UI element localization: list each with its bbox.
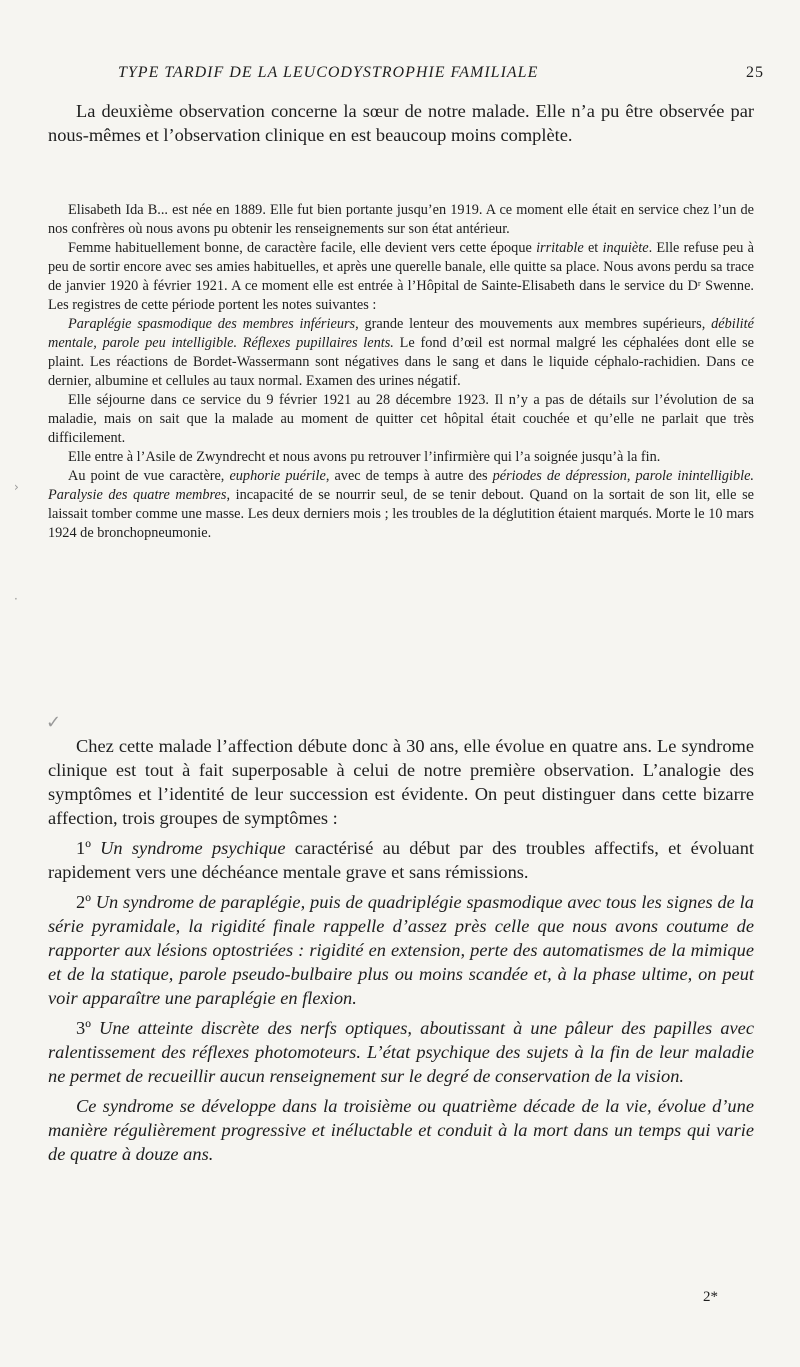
running-header (118, 64, 764, 82)
discussion-item-3: 3º Une atteinte discrète des nerfs optiques, aboutissant à une pâleur des papilles avec ralentissement des réflexes photomoteurs. L’état psychique des sujets à la fin de leur maladie ne permet de recueillir aucun renseignement sur le degré de conservation de la vision. (48, 1018, 754, 1086)
observation-paragraph-4: Elle séjourne dans ce service du 9 février 1921 au 28 décembre 1923. Il n’y a pas de détails sur l’évolution de sa maladie, mais on sait que la malade au moment de quitter cet hôpital était couchée et qu’elle ne parlait que très difficilement. (48, 392, 754, 446)
margin-tick-mark: › (14, 480, 19, 494)
observation-section (48, 201, 754, 543)
pencil-check-mark: ✓ (46, 712, 62, 733)
running-title: TYPE TARDIF DE LA LEUCODYSTROPHIE FAMILIALE (118, 64, 539, 81)
discussion-conclusion: Ce syndrome se développe dans la troisième ou quatrième décade de la vie, évolue d’une manière régulièrement progressive et inéluctable et conduit à la mort dans un temps qui varie de quatre à douze ans. (48, 1096, 754, 1164)
margin-tick-mark: · (14, 592, 18, 606)
intro-paragraph: La deuxième observation concerne la sœur de notre malade. Elle n’a pu être observée par nous-mêmes et l’observation clinique en est beaucoup moins complète. (48, 101, 754, 145)
discussion-section (48, 734, 754, 1172)
discussion-item-1: 1º Un syndrome psychique caractérisé au début par des troubles affectifs, et évoluant rapidement vers une déchéance mentale grave et sans rémissions. (48, 838, 754, 882)
observation-paragraph-3: Paraplégie spasmodique des membres inférieurs, grande lenteur des mouvements aux membres supérieurs, débilité mentale, parole peu intelligible. Réflexes pupillaires lents. Le fond d’œil est normal malgré les céphalées dont elle se plaint. Les réactions de Bordet-Wassermann sont négatives dans le sang et dans le liquide céphalo-rachidien. Dans ce dernier, albumine et cellules au taux normal. Examen des urines négatif. (48, 316, 754, 389)
intro-section (48, 99, 754, 147)
observation-paragraph-5: Elle entre à l’Asile de Zwyndrecht et nous avons pu retrouver l’infirmière qui l’a soignée jusqu’à la fin. (68, 449, 661, 465)
signature-mark: 2* (703, 1289, 718, 1305)
discussion-paragraph-1: Chez cette malade l’affection débute donc à 30 ans, elle évolue en quatre ans. Le syndrome clinique est tout à fait superposable à celui de notre première observation. L’analogie des symptômes et l’identité de leur succession est évidente. On peut distinguer dans cette bizarre affection, trois groupes de symptômes : (48, 736, 754, 828)
observation-paragraph-1: Elisabeth Ida B... est née en 1889. Elle fut bien portante jusqu’en 1919. A ce moment elle était en service chez l’un de nos confrères où nous avons pu obtenir les renseignements sur son état antérieur. (48, 202, 754, 237)
page-number: 25 (746, 64, 764, 81)
observation-paragraph-6: Au point de vue caractère, euphorie puérile, avec de temps à autre des périodes de dépression, parole inintelligible. Paralysie des quatre membres, incapacité de se nourrir seul, de se tenir debout. Quand on la sortait de son lit, elle se laissait tomber comme une masse. Les deux derniers mois ; les troubles de la déglutition étaient marqués. Morte le 10 mars 1924 de bronchopneumonie. (48, 468, 754, 541)
discussion-item-2: 2º Un syndrome de paraplégie, puis de quadriplégie spasmodique avec tous les signes de la série pyramidale, la rigidité finale rappelle d’assez près celle que nous avons coutume de rapporter aux lésions optostriées : rigidité en extension, perte des automatismes de la mimique et de la statique, parole pseudo-bulbaire plus ou moins scandée et, à la phase ultime, on peut voir apparaître une paraplégie en flexion. (48, 892, 754, 1008)
observation-paragraph-2: Femme habituellement bonne, de caractère facile, elle devient vers cette époque irritable et inquiète. Elle refuse peu à peu de sortir encore avec ses amies habituelles, et après une querelle banale, elle quitte sa place. Nous avons perdu sa trace de janvier 1920 à février 1921. A ce moment elle est entrée à l’Hôpital de Sainte-Elisabeth dans le service du Dʳ Swenne. Les registres de cette période portent les notes suivantes : (48, 240, 755, 313)
